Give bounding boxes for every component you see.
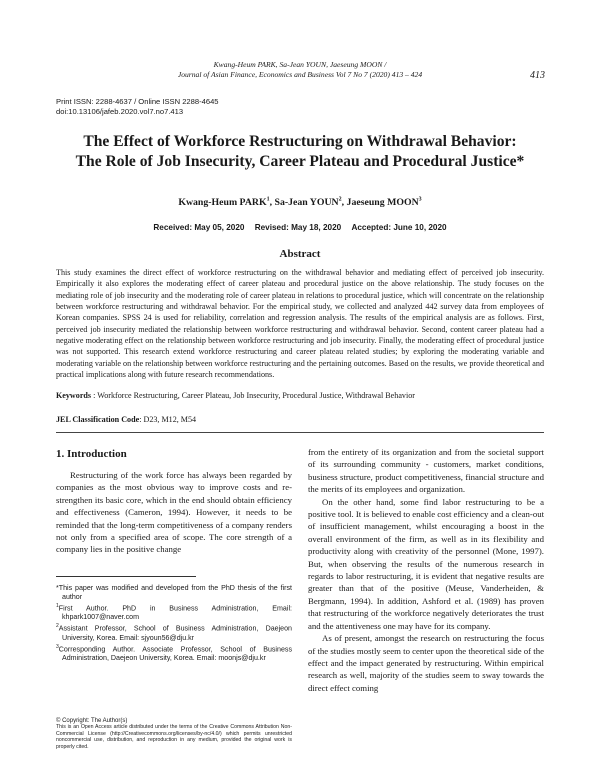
introduction-heading: 1. Introduction [56, 448, 127, 460]
submission-dates [0, 223, 600, 232]
author-list [0, 197, 600, 208]
running-header-journal: Journal of Asian Finance, Economics and Business Vol 7 No 7 (2020) 413 – 424 [177, 70, 423, 79]
section-divider [56, 432, 544, 433]
footnotes [56, 584, 292, 663]
intro-paragraph-3: As of present, amongst the research on restructuring the focus of the studies mostly seem to center upon the theoretical side of the effect and the impact generated by restructuring. Within empirical research as well, majority of the studies seem to sway towards the direct effect coming [308, 633, 544, 693]
author-2: Sa-Jean YOUN$^2$, [274, 197, 347, 209]
keywords-label: Keywords [56, 391, 92, 400]
left-column [56, 469, 292, 556]
abstract-heading: Abstract [279, 248, 321, 260]
author-3: Jaeseung MOON$^3$ [346, 197, 422, 209]
keywords [56, 391, 544, 400]
jel-label: JEL Classification Code [56, 415, 140, 424]
intro-paragraph-1: Restructuring of the work force has always been regarded by companies as the most obvious way to improve costs and re-strengthen its basic core, which in the end should obtain efficiency and effectiveness (Cameron, 1994). However, it needs to be reminded that the long-term competitiveness of a company renders not only from a specified area of scope. The core strength of a company lies in the positive change [56, 470, 292, 555]
intro-paragraph-2: On the other hand, some find labor restructuring to be a positive tool. It is believed to enable cost efficiency and a clean-out of insufficient management, whilst encouraging a boost in the overall environment of the firm, as well as in its flexibility and productivity along with creativity of the personnel (Mone, 1997). But, when observing the results of the numerous research in regards to labor restructuring, it is evident that negative results are greater than that of the positive (Meuse, Vanderheiden, & Bergmann, 1994). In addition, Ashford et al. (1989) has proven that restructuring of the workforce negatively deteriorates the trust and the attentiveness one may have for its company. [308, 496, 545, 631]
footnote-author-3: $^3$Corresponding Author. Associate Professor, School of Business Administration, Daejeon University, Korea. Email: moonjs@dju.kr [56, 643, 292, 663]
jel-codes [56, 415, 544, 424]
running-header-authors: Kwang-Heum PARK, Sa-Jean YOUN, Jaeseung MOON / [213, 60, 387, 69]
received-date: Received: May 05, 2020 [153, 223, 245, 232]
paper-title-line-1: The Effect of Workforce Restructuring on Withdrawal Behavior: [83, 133, 517, 150]
author-1: Kwang-Heum PARK$^1$, [178, 197, 275, 209]
paper-title-line-2: The Role of Job Insecurity, Career Plateau and Procedural Justice* [75, 153, 525, 170]
copyright-notice [56, 718, 292, 750]
footnote-author-2: $^2$Assistant Professor, School of Business Administration, Daejeon University, Korea. Email: sjyoun56@dju.kr [56, 623, 292, 642]
license-text: This is an Open Access article distributed under the terms of the Creative Commons Attribution Non-Commercial License (http://Creativecommons.org/licenses/by-nc/4.0/) which permits unrestricted noncommercial use, distribution, and reproduction in any medium, provided the original work is properly cited. [56, 724, 292, 750]
footnote-author-1: $^1$First Author. PhD in Business Administration, Email: khpark1007@naver.com [56, 603, 292, 622]
abstract-text: This study examines the direct effect of workforce restructuring on the withdrawal behavior and mediating effect of perceived job insecurity. Empirically it also explores the moderating effect of career plateau and procedural justice on the above relationship. The study focuses on the mediating role of job insecurity and the moderating role of career plateau in relations to procedural justice, which will concentrate on the relationship between workforce restructuring and withdrawal behavior. For the empirical study, we collected and analyzed 442 survey data from employees of Korean companies. SPSS 24 is used for reliability, correlation and regression analysis. The results of the empirical analysis are as follows. First, perceived job insecurity mediated the relationship between workforce restructuring and withdrawal behavior. Second, content career plateau had a negative moderating effect on the relationship between workforce restructuring and job insecurity. Finally, the moderating effect of procedural justice was not supported. This research extend workforce restructuring and career plateau related studies; by exploring the moderating variable and moderating variable on the relationship between workforce restructuring and the pertaining outcomes. Based on the results, we provide theoretical and practical implications along with future research recommendations. [56, 268, 544, 380]
accepted-date: Accepted: June 10, 2020 [351, 223, 447, 232]
copyright-line: © Copyright: The Author(s) [56, 718, 128, 724]
footnote-divider [56, 576, 196, 577]
revised-date: Revised: May 18, 2020 [254, 223, 342, 232]
intro-paragraph-continued: from the entirety of its organization and from the societal support of its surrounding community - customers, market conditions, business structure, product competitiveness, financial structure and the merits of its employees and organization. [308, 447, 544, 495]
doi-line: doi:10.13106/jafeb.2020.vol7.no7.413 [56, 107, 184, 116]
footnote-thesis: *This paper was modified and developed from the PhD thesis of the first author [56, 584, 292, 601]
jel-text: : D23, M12, M54 [139, 415, 197, 424]
page-number: 413 [530, 70, 545, 81]
keywords-text: : Workforce Restructuring, Career Plateau, Job Insecurity, Procedural Justice, Withdrawal Behavior [91, 391, 415, 400]
right-column [308, 446, 544, 694]
issn-line: Print ISSN: 2288-4637 / Online ISSN 2288-4645 [56, 97, 219, 106]
